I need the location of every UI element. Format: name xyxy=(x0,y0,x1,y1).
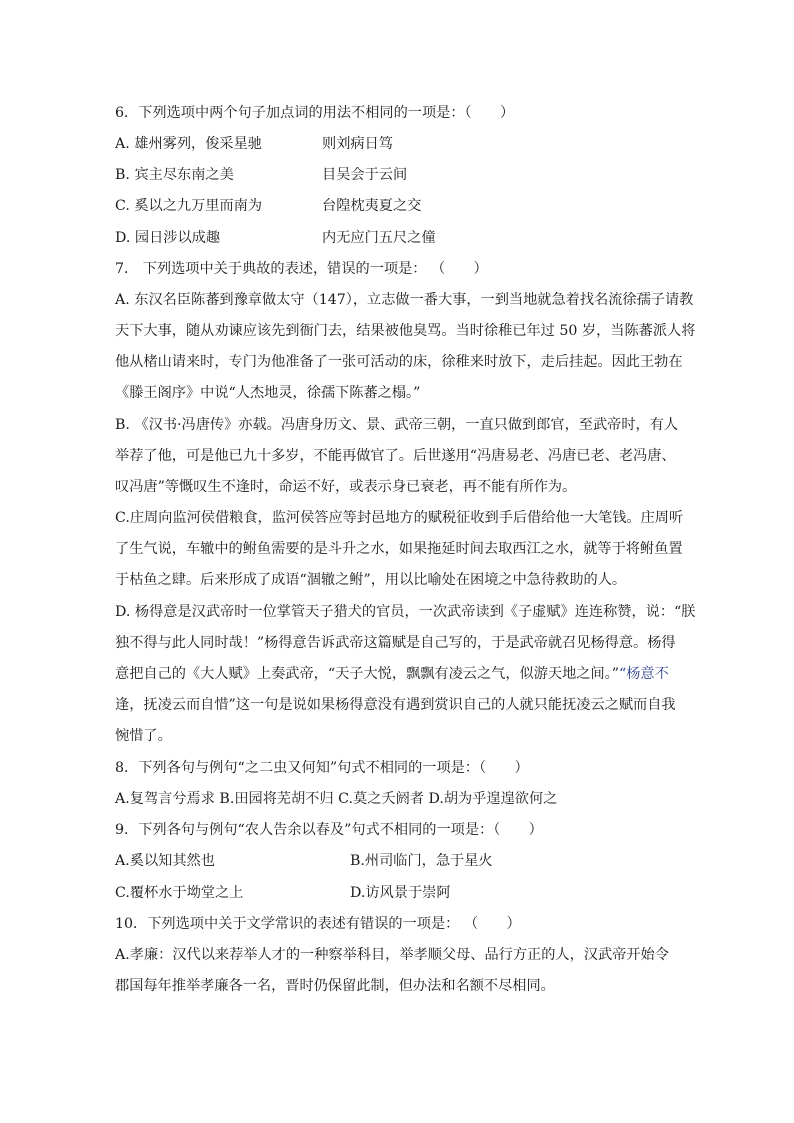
q6-option-a-pair: 则刘病日笃 xyxy=(322,136,393,152)
q7-option-b-line: 叹冯唐”等慨叹生不逢时，命运不好，或表示身已衰老，再不能有所作为。 xyxy=(115,479,577,495)
q6-option-d-pair: 内无应门五尺之僮 xyxy=(322,230,436,246)
q7-option-b-line: B. 《汉书·冯唐传》亦载。冯唐身历文、景、武帝三朝，一直只做到郎官，至武帝时，有人 xyxy=(115,417,679,433)
q9-option-a: A.奚以知其然也 xyxy=(115,853,215,869)
q7-option-a-line: 天下大事，随从劝谏应该先到衙门去，结果被他臭骂。当时徐稚已年过 50 岁，当陈蕃派人将 xyxy=(115,323,696,339)
q6-option-b-pair: 目吴会于云间 xyxy=(322,167,408,183)
q7-option-d-line: 惋惜了。 xyxy=(115,728,172,744)
q7-option-c-line: 了生气说，车辙中的鲋鱼需要的是斗升之水，如果拖延时间去取西江之水，就等于将鲋鱼置 xyxy=(115,541,683,557)
q6-stem: 6．下列选项中两个句子加点词的用法不相同的一项是：（ ） xyxy=(115,105,515,121)
q6-option-b: B. 宾主尽东南之美 xyxy=(115,167,234,183)
q6-option-a: A. 雄州雾列，俊采星驰 xyxy=(115,136,262,152)
q7-option-c-line: C.庄周向监河侯借粮食，监河侯答应等封邑地方的赋税征收到手后借给他一大笔钱。庄周听 xyxy=(115,510,684,526)
q7-option-a-line: 《滕王阁序》中说“人杰地灵，徐孺下陈蕃之榻。” xyxy=(115,385,421,401)
q7-option-d-quote-start: “杨意不 xyxy=(618,666,669,682)
q7-option-d-line-text: 意把自己的《大人赋》上奏武帝，“天子大悦，飘飘有凌云之气，似游天地之间。” xyxy=(115,666,619,682)
q6-option-d: D. 园日涉以成趣 xyxy=(115,230,221,246)
q7-option-d-line xyxy=(115,664,669,684)
q7-option-a-line: A. 东汉名臣陈蕃到豫章做太守（147），立志做一番大事，一到当地就急着找名流徐孺子请教 xyxy=(115,292,694,308)
q10-option-a-line: A.孝廉：汉代以来荐举人才的一种察举科目，举孝顺父母、品行方正的人，汉武帝开始令 xyxy=(115,947,669,963)
q7-option-d-line: 逢，抚凌云而自惜”这一句是说如果杨得意没有遇到赏识自己的人就只能抚凌云之赋而自我 xyxy=(115,697,676,713)
q7-stem: 7． 下列选项中关于典故的表述，错误的一项是： （ ） xyxy=(115,261,488,277)
q9-option-b: B.州司临门，急于星火 xyxy=(350,853,493,869)
q9-stem: 9．下列各句与例句“农人告余以春及”句式不相同的一项是：（ ） xyxy=(115,822,543,838)
q7-option-d-line: D. 杨得意是汉武帝时一位掌管天子猎犬的官员，一次武帝读到《子虚赋》连连称赞，说：“朕 xyxy=(115,604,696,620)
q10-stem: 10．下列选项中关于文学常识的表述有错误的一项是： （ ） xyxy=(115,916,521,932)
q7-option-b-line: 举荐了他，可是他已九十多岁，不能再做官了。后世遂用“冯唐易老、冯唐已老、老冯唐、 xyxy=(115,448,676,464)
q9-option-d: D.访风景于崇阿 xyxy=(350,885,451,901)
q7-option-d-line: 独不得与此人同时哉！”杨得意告诉武帝这篇赋是自己写的，于是武帝就召见杨得意。杨得 xyxy=(115,635,676,651)
q6-option-c: C. 奚以之九万里而南为 xyxy=(115,198,263,214)
q9-option-c: C.覆杯水于坳堂之上 xyxy=(115,885,244,901)
q10-option-a-line: 郡国每年推举孝廉各一名，晋时仍保留此制，但办法和名额不尽相同。 xyxy=(115,978,555,994)
q6-option-c-pair: 台隍枕夷夏之交 xyxy=(322,198,422,214)
q7-option-a-line: 他从楮山请来时，专门为他准备了一张可活动的床，徐稚来时放下，走后挂起。因此王勃在 xyxy=(115,354,683,370)
q8-options: A.复驾言兮焉求 B.田园将芜胡不归 C.莫之夭阏者 D.胡为乎遑遑欲何之 xyxy=(115,791,558,807)
q7-option-c-line: 于枯鱼之肆。后来形成了成语“涸辙之鲋”，用以比喻处在困境之中急待救助的人。 xyxy=(115,572,627,588)
q8-stem: 8．下列各句与例句“之二虫又何知”句式不相同的一项是：（ ） xyxy=(115,760,529,776)
